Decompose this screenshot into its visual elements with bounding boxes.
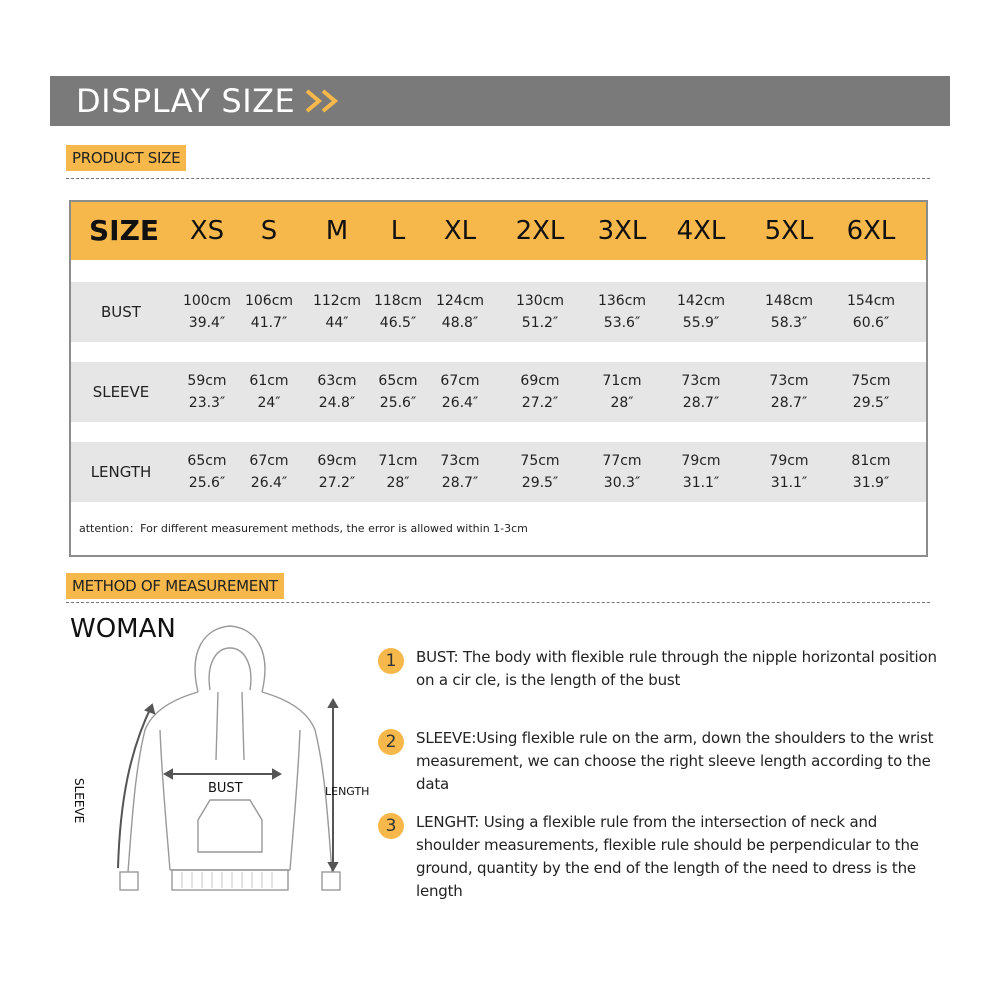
size-table xyxy=(69,200,928,557)
cell-cm-value: 67cm xyxy=(440,373,480,389)
cell-cm-value: 118cm xyxy=(373,293,423,309)
cell-inch-value: 24″ xyxy=(257,395,281,411)
cell-inch-value: 44″ xyxy=(325,315,349,331)
table-cell xyxy=(754,290,824,334)
cell-cm-value: 79cm xyxy=(681,453,721,469)
table-cell xyxy=(234,370,304,414)
cell-inch-value: 31.1″ xyxy=(770,475,808,491)
size-header-label: SIZE xyxy=(88,214,159,247)
cell-cm-value: 73cm xyxy=(440,453,480,469)
display-size-banner xyxy=(50,76,950,126)
product-size-tag: PRODUCT SIZE xyxy=(66,145,186,171)
table-cell xyxy=(836,290,906,334)
table-cell xyxy=(754,370,824,414)
cell-inch-value: 25.6″ xyxy=(188,475,226,491)
cell-cm-value: 73cm xyxy=(769,373,809,389)
table-cell xyxy=(587,290,657,334)
cell-cm-value: 136cm xyxy=(597,293,647,309)
cell-cm-value: 71cm xyxy=(602,373,642,389)
table-cell xyxy=(363,450,433,494)
table-cell xyxy=(302,290,372,334)
cell-cm-value: 61cm xyxy=(249,373,289,389)
cell-cm-value: 142cm xyxy=(676,293,726,309)
method-tag: METHOD OF MEASUREMENT xyxy=(66,573,284,599)
table-cell xyxy=(172,450,242,494)
table-cell xyxy=(425,450,495,494)
step-number-badge: 1 xyxy=(378,648,404,674)
bust-label: BUST xyxy=(208,781,243,796)
table-cell xyxy=(172,290,242,334)
cell-cm-value: 130cm xyxy=(515,293,565,309)
size-header-cell: XL xyxy=(443,216,477,246)
table-cell xyxy=(505,290,575,334)
cell-cm-value: 124cm xyxy=(435,293,485,309)
cell-cm-value: 67cm xyxy=(249,453,289,469)
table-cell xyxy=(363,370,433,414)
cell-inch-value: 55.9″ xyxy=(682,315,720,331)
cell-cm-value: 106cm xyxy=(244,293,294,309)
table-row-length xyxy=(71,442,926,502)
banner-title: DISPLAY SIZE xyxy=(76,82,296,120)
row-label: BUST xyxy=(101,303,141,321)
cell-cm-value: 148cm xyxy=(764,293,814,309)
cell-inch-value: 31.9″ xyxy=(852,475,890,491)
row-label: LENGTH xyxy=(90,463,152,481)
table-cell xyxy=(836,450,906,494)
size-header-cell: M xyxy=(325,216,349,246)
table-cell xyxy=(587,450,657,494)
figure-title: WOMAN xyxy=(70,614,176,644)
row-label: SLEEVE xyxy=(92,383,150,401)
table-cell xyxy=(505,450,575,494)
table-cell xyxy=(302,370,372,414)
step-number-badge: 2 xyxy=(378,729,404,755)
cell-cm-value: 71cm xyxy=(378,453,418,469)
table-cell xyxy=(666,450,736,494)
cell-inch-value: 29.5″ xyxy=(852,395,890,411)
table-row-bust xyxy=(71,282,926,342)
cell-inch-value: 46.5″ xyxy=(379,315,417,331)
cell-cm-value: 63cm xyxy=(317,373,357,389)
cell-cm-value: 59cm xyxy=(187,373,227,389)
cell-inch-value: 27.2″ xyxy=(521,395,559,411)
table-cell xyxy=(172,370,242,414)
table-cell xyxy=(836,370,906,414)
hoodie-illustration-icon xyxy=(90,620,380,910)
cell-cm-value: 77cm xyxy=(602,453,642,469)
size-header-cell: 2XL xyxy=(515,216,565,246)
cell-inch-value: 53.6″ xyxy=(603,315,641,331)
attention-note: attention：For different measurement methods, the error is allowed within 1-3cm xyxy=(79,522,528,535)
cell-inch-value: 29.5″ xyxy=(521,475,559,491)
cell-cm-value: 75cm xyxy=(851,373,891,389)
double-chevron-icon xyxy=(305,88,345,114)
step-number-badge: 3 xyxy=(378,813,404,839)
cell-cm-value: 100cm xyxy=(182,293,232,309)
cell-inch-value: 23.3″ xyxy=(188,395,226,411)
table-cell xyxy=(234,290,304,334)
cell-cm-value: 69cm xyxy=(317,453,357,469)
instruction-text: LENGHT: Using a flexible rule from the intersection of neck and shoulder measurements, flexible rule should be perpendicular to the ground, quantity by the end of the length of the need to dress is the length xyxy=(416,813,919,900)
table-cell xyxy=(234,450,304,494)
size-header-cell: 4XL xyxy=(676,216,726,246)
cell-cm-value: 112cm xyxy=(312,293,362,309)
cell-cm-value: 65cm xyxy=(378,373,418,389)
cell-inch-value: 24.8″ xyxy=(318,395,356,411)
size-header-cell: 6XL xyxy=(846,216,896,246)
cell-inch-value: 39.4″ xyxy=(188,315,226,331)
table-cell xyxy=(666,290,736,334)
size-header-cell: S xyxy=(260,216,278,246)
table-cell xyxy=(425,370,495,414)
table-cell xyxy=(363,290,433,334)
divider xyxy=(66,178,930,179)
table-cell xyxy=(666,370,736,414)
cell-inch-value: 51.2″ xyxy=(521,315,559,331)
size-header-cell: 5XL xyxy=(764,216,814,246)
cell-inch-value: 58.3″ xyxy=(770,315,808,331)
size-header-cell: L xyxy=(390,216,406,246)
table-cell xyxy=(302,450,372,494)
table-cell xyxy=(425,290,495,334)
cell-cm-value: 154cm xyxy=(846,293,896,309)
cell-inch-value: 41.7″ xyxy=(250,315,288,331)
table-row-sleeve xyxy=(71,362,926,422)
instruction-text: BUST: The body with flexible rule through the nipple horizontal position on a cir cle, is the length of the bust xyxy=(416,648,937,689)
cell-cm-value: 75cm xyxy=(520,453,560,469)
cell-inch-value: 26.4″ xyxy=(441,395,479,411)
cell-cm-value: 65cm xyxy=(187,453,227,469)
table-cell xyxy=(587,370,657,414)
cell-cm-value: 79cm xyxy=(769,453,809,469)
cell-inch-value: 26.4″ xyxy=(250,475,288,491)
cell-inch-value: 31.1″ xyxy=(682,475,720,491)
sleeve-label: SLEEVE xyxy=(72,778,86,824)
cell-cm-value: 69cm xyxy=(520,373,560,389)
length-label: LENGTH xyxy=(325,785,370,798)
size-header-cell: 3XL xyxy=(597,216,647,246)
cell-cm-value: 73cm xyxy=(681,373,721,389)
instruction-text: SLEEVE:Using flexible rule on the arm, down the shoulders to the wrist measurement, we can choose the right sleeve length according to the data xyxy=(416,729,934,793)
divider xyxy=(66,602,930,603)
cell-inch-value: 27.2″ xyxy=(318,475,356,491)
cell-inch-value: 28″ xyxy=(386,475,410,491)
table-cell xyxy=(505,370,575,414)
cell-inch-value: 25.6″ xyxy=(379,395,417,411)
table-cell xyxy=(754,450,824,494)
cell-inch-value: 28″ xyxy=(610,395,634,411)
cell-inch-value: 60.6″ xyxy=(852,315,890,331)
size-header-row xyxy=(71,202,926,260)
cell-inch-value: 30.3″ xyxy=(603,475,641,491)
cell-inch-value: 28.7″ xyxy=(682,395,720,411)
cell-inch-value: 28.7″ xyxy=(441,475,479,491)
cell-cm-value: 81cm xyxy=(851,453,891,469)
cell-inch-value: 28.7″ xyxy=(770,395,808,411)
size-header-cell: XS xyxy=(189,216,225,246)
cell-inch-value: 48.8″ xyxy=(441,315,479,331)
